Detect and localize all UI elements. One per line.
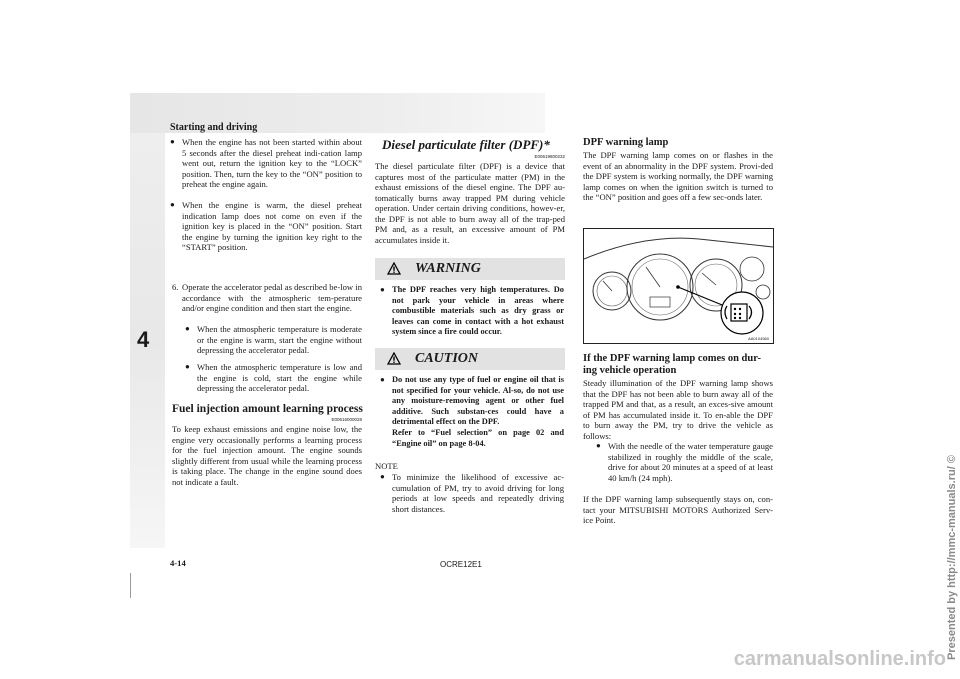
instrument-cluster-illustration	[584, 229, 773, 343]
bullet-text: With the needle of the water temperature gauge stabilized in roughly the middle of the scale, drive for about 20 minutes at a speed of at least 40 km/h (24 mph).	[608, 441, 773, 483]
bullet-icon: ●	[380, 472, 385, 481]
caution-item	[380, 375, 564, 428]
bullet-icon: ●	[185, 362, 190, 371]
fuel-learning-heading: Fuel injection amount learning process	[172, 403, 363, 415]
step-text: Operate the accelerator pedal as described be-low in accordance with the atmospheric tem-perature and/or engine condition and then start the engine.	[182, 282, 362, 313]
section-code: E00616000028	[331, 417, 362, 422]
fuel-learning-paragraph: To keep exhaust emissions and engine noise low, the engine very occasionally performs a learning process for the fuel injection amount. The engine sounds slightly different from usual while the learning process is taking place. The change in the engine sound does not indicate a fault.	[172, 424, 362, 487]
driving-lamp-paragraph: Steady illumination of the DPF warning lamp shows that the DPF has not been able to burn away all of the trapped PM and that, as a result, an exces-sive amount of PM has accumulated inside it. To en-able the DPF to burn away the PM, try to drive the vehicle as follows:	[583, 378, 773, 441]
warning-title: WARNING	[415, 261, 481, 276]
list-item	[170, 200, 362, 253]
section-code: E00619800232	[534, 154, 565, 159]
section-title: Starting and driving	[170, 122, 258, 133]
final-paragraph: If the DPF warning lamp subsequently stays on, con-tact your MITSUBISHI MOTORS Authorized Serv-ice Point.	[583, 494, 773, 525]
bullet-icon: ●	[170, 137, 175, 146]
chapter-number: 4	[137, 327, 150, 352]
list-item	[185, 324, 362, 356]
instrument-cluster-figure	[583, 228, 774, 344]
warning-triangle-icon	[387, 262, 401, 275]
dpf-lamp-heading: DPF warning lamp	[583, 137, 669, 148]
page-number: 4-14	[170, 558, 186, 568]
note-label: NOTE	[375, 461, 398, 471]
dpf-intro-paragraph: The diesel particulate filter (DPF) is a device that captures most of the particulate matter (PM) in the exhaust emissions of the diesel engine. The DPF au-tomatically burns away trapped PM during vehicle operation. Under certain driving conditions, howev-er, the DPF is not able to burn away all of the trap-ped PM and, as a result, an excessive amount of PM accumulates inside it.	[375, 161, 565, 245]
side-watermark: Presented by http://mmc-manuals.ru/ ©	[946, 455, 958, 660]
step-number: 6.	[172, 282, 179, 292]
list-item	[170, 137, 362, 190]
bullet-icon: ●	[170, 200, 175, 209]
bullet-icon: ●	[380, 375, 385, 384]
bullet-icon: ●	[596, 441, 601, 450]
bullet-icon: ●	[380, 285, 385, 294]
document-code: OCRE12E1	[440, 560, 482, 569]
figure-code: AA0104560	[748, 336, 769, 341]
site-watermark: carmanualsonline.info	[733, 648, 946, 670]
driving-bullet	[596, 441, 773, 483]
caution-title: CAUTION	[415, 351, 479, 366]
bullet-text: When the engine has not been started within about 5 seconds after the diesel preheat indi-cation lamp went out, return the ignition key to the “LOCK” position. Then, turn the key to the “ON” position to preheat the engine again.	[182, 137, 362, 189]
warning-header	[375, 258, 565, 280]
caution-text: Do not use any type of fuel or engine oil that is not specified for your vehicle. Al-so, do not use any moisture-removing agent or other fuel additive. Such substan-ces could have a detrimental effect on the DPF.	[392, 375, 564, 426]
bullet-icon: ●	[185, 324, 190, 333]
warning-text: The DPF reaches very high temperatures. Do not park your vehicle in areas where combustible materials such as dry grass or leaves can come in contact with a hot exhaust system since a fire could occur.	[392, 285, 564, 336]
bullet-text: When the atmospheric temperature is moderate or the engine is warm, start the engine without depressing the accelerator pedal.	[197, 324, 362, 355]
bullet-text: When the engine is warm, the diesel preheat indication lamp does not come on even if the ignition key is placed in the “ON” position. Start the engine by turning the ignition key right to the “START” position.	[182, 200, 362, 252]
step-6	[172, 282, 362, 314]
dpf-heading: Diesel particulate filter (DPF)*	[382, 137, 550, 152]
caution-reference: Refer to “Fuel selection” on page 02 and “Engine oil” on page 8-04.	[392, 428, 564, 448]
note-item	[380, 472, 564, 514]
bullet-text: When the atmospheric temperature is low and the engine is cold, start the engine while depressing the accelerator pedal.	[197, 362, 362, 393]
list-item	[185, 362, 362, 394]
driving-lamp-heading: If the DPF warning lamp comes on dur-ing vehicle operation	[583, 353, 762, 376]
footer-rule	[130, 573, 131, 598]
caution-header	[375, 348, 565, 370]
caution-triangle-icon	[387, 352, 401, 365]
note-text: To minimize the likelihood of excessive ac-cumulation of PM, try to avoid driving for long periods at low speeds and repeatedly driving short distances.	[392, 472, 564, 514]
dpf-lamp-paragraph: The DPF warning lamp comes on or flashes in the event of an abnormality in the DPF system. Provi-ded the DPF system is working normally, the DPF warning lamp comes on when the ignition switch is turned to the “ON” position and goes off a few sec-onds later.	[583, 150, 773, 202]
warning-item	[380, 285, 564, 338]
